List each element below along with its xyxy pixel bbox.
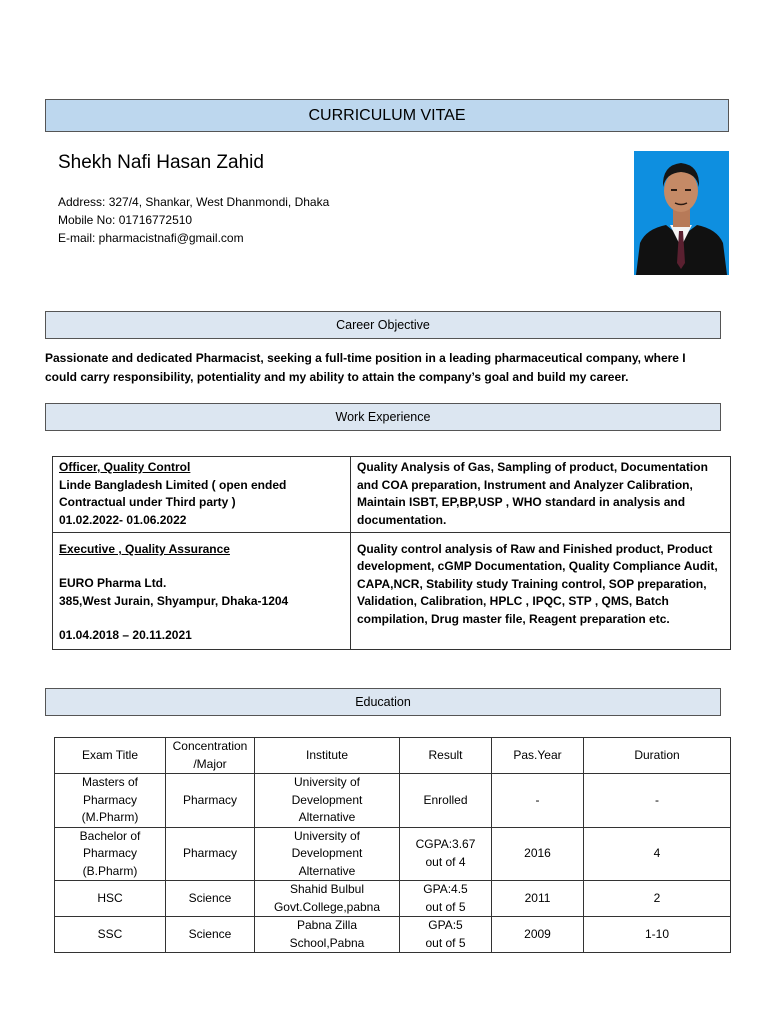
job-company: Contractual under Third party ) [59, 495, 236, 509]
work-experience-header [45, 403, 721, 431]
cell-year: 2011 [492, 881, 584, 917]
duty-line: Quality control analysis of Raw and Finished product, Product [357, 541, 713, 556]
table-row [53, 532, 731, 649]
cell-major: Pharmacy [166, 774, 255, 828]
cell-exam: Masters of Pharmacy (M.Pharm) [55, 774, 166, 828]
col-header-year: Pas.Year [492, 738, 584, 774]
table-row [55, 881, 731, 917]
cv-title-bar [45, 99, 729, 132]
cell-duration: - [584, 774, 731, 828]
table-row [55, 774, 731, 828]
email-line: E-mail: pharmacistnafi@gmail.com [58, 231, 244, 245]
cell-duration: 4 [584, 827, 731, 881]
table-row [53, 457, 731, 533]
col-header-major: Concentration /Major [166, 738, 255, 774]
education-table [54, 737, 731, 953]
work-experience-table [52, 456, 731, 650]
cell-result: Enrolled [400, 774, 492, 828]
cell-major: Science [166, 881, 255, 917]
cv-title: CURRICULUM VITAE [308, 106, 466, 124]
table-row [55, 917, 731, 953]
job-company: EURO Pharma Ltd. [59, 576, 167, 591]
job-summary-cell [53, 457, 351, 533]
career-objective-text [45, 349, 725, 387]
cell-year: 2009 [492, 917, 584, 953]
job-title: Officer, Quality Control [59, 460, 191, 474]
objective-line: Passionate and dedicated Pharmacist, seeking a full-time position in a leading pharmaceutical company, where I [45, 351, 686, 365]
duty-line: documentation. [357, 512, 447, 527]
job-dates: 01.04.2018 – 20.11.2021 [59, 628, 192, 643]
col-header-result: Result [400, 738, 492, 774]
cell-major: Pharmacy [166, 827, 255, 881]
duty-line: compilation, Drug master file, Reagent preparation etc. [357, 611, 670, 626]
job-duties-cell [351, 532, 731, 649]
cell-duration: 2 [584, 881, 731, 917]
objective-line: could carry responsibility, potentiality and my ability to attain the company’s goal and build my career. [45, 370, 629, 384]
col-header-duration: Duration [584, 738, 731, 774]
cell-institute: Pabna Zilla School,Pabna [255, 917, 400, 953]
table-header-row [55, 738, 731, 774]
cell-result: GPA:5 out of 5 [400, 917, 492, 953]
cell-major: Science [166, 917, 255, 953]
job-title: Executive , Quality Assurance [59, 541, 230, 556]
cell-exam: HSC [55, 881, 166, 917]
cell-exam: SSC [55, 917, 166, 953]
job-address: 385,West Jurain, Shyampur, Dhaka-1204 [59, 593, 289, 608]
education-header [45, 688, 721, 716]
cell-year: 2016 [492, 827, 584, 881]
career-objective-heading: Career Objective [336, 318, 430, 332]
duty-line: and COA preparation, Instrument and Analyzer Calibration, [357, 477, 693, 492]
col-header-exam: Exam Title [55, 738, 166, 774]
cell-institute: University of Development Alternative [255, 774, 400, 828]
cell-institute: Shahid Bulbul Govt.College,pabna [255, 881, 400, 917]
cell-exam: Bachelor of Pharmacy (B.Pharm) [55, 827, 166, 881]
duty-line: Quality Analysis of Gas, Sampling of product, Documentation [357, 460, 708, 474]
job-duties-cell [351, 457, 731, 533]
col-header-institute: Institute [255, 738, 400, 774]
job-company: Linde Bangladesh Limited ( open ended [59, 477, 287, 492]
address-line: Address: 327/4, Shankar, West Dhanmondi, Dhaka [58, 195, 330, 209]
profile-photo [634, 151, 729, 275]
work-experience-heading: Work Experience [335, 410, 431, 424]
cell-result: CGPA:3.67 out of 4 [400, 827, 492, 881]
duty-line: Maintain ISBT, EP,BP,USP , WHO standard in analysis and [357, 495, 686, 509]
cell-institute: University of Development Alternative [255, 827, 400, 881]
candidate-name: Shekh Nafi Hasan Zahid [58, 152, 264, 173]
person-portrait-icon [634, 151, 729, 275]
cell-duration: 1-10 [584, 917, 731, 953]
duty-line: CAPA,NCR, Stability study Training control, SOP preparation, [357, 576, 707, 591]
table-row [55, 827, 731, 881]
job-summary-cell [53, 532, 351, 649]
cell-result: GPA:4.5 out of 5 [400, 881, 492, 917]
duty-line: Validation, Calibration, HPLC , IPQC, STP , QMS, Batch [357, 594, 669, 609]
career-objective-header [45, 311, 721, 339]
mobile-line: Mobile No: 01716772510 [58, 213, 193, 227]
cell-year: - [492, 774, 584, 828]
education-heading: Education [355, 695, 411, 709]
job-dates: 01.02.2022- 01.06.2022 [59, 512, 187, 527]
duty-line: development, cGMP Documentation, Quality Compliance Audit, [357, 559, 718, 574]
